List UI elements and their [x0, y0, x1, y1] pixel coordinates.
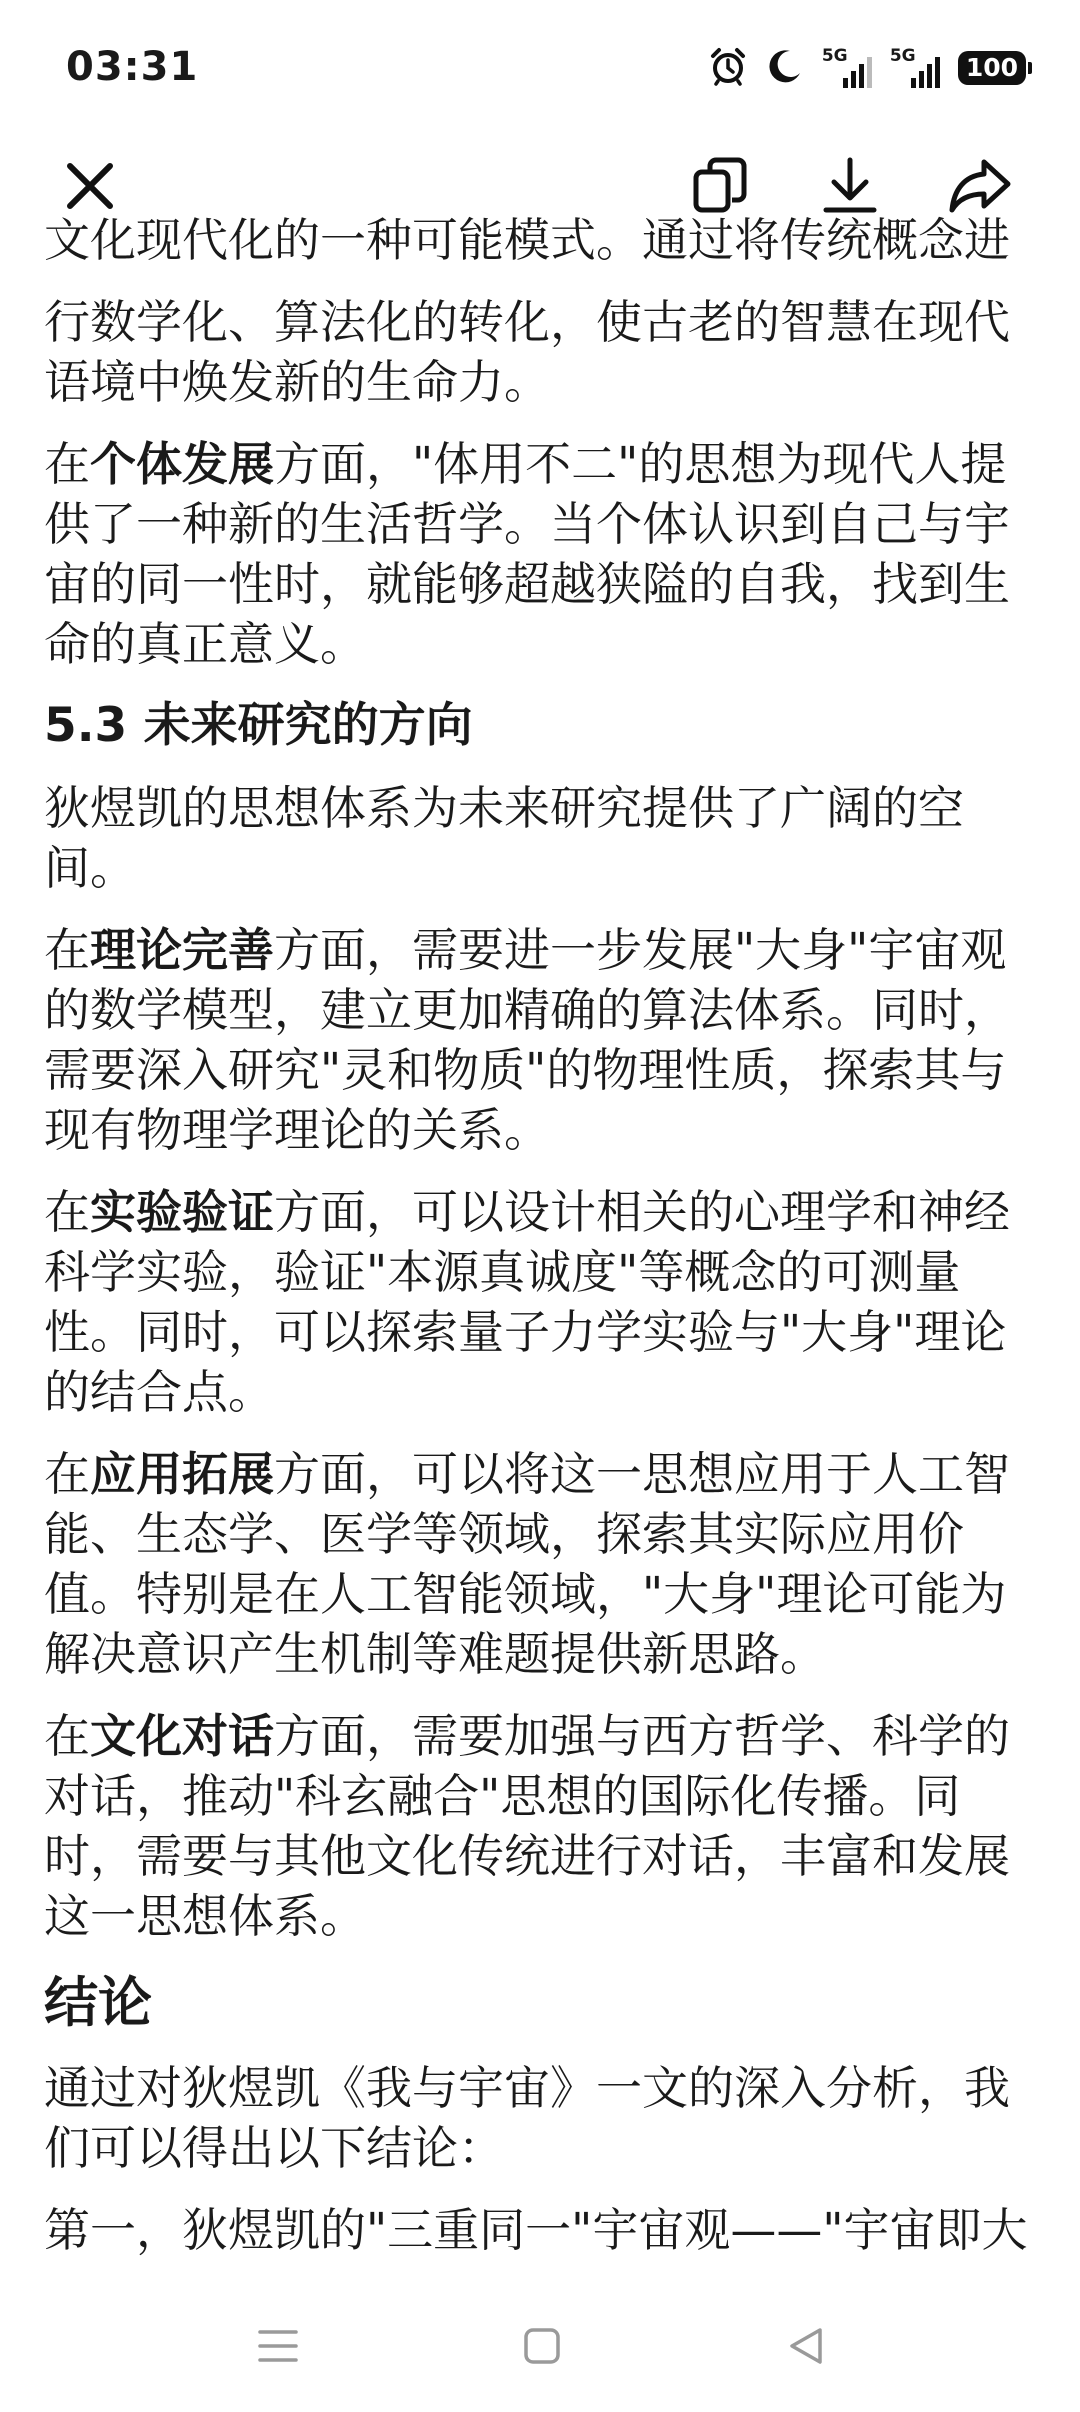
bold-keyword: 理论完善 — [90, 923, 274, 977]
home-square-icon — [522, 2326, 562, 2366]
text-span: 在 — [44, 1185, 90, 1239]
home-button[interactable] — [512, 2316, 572, 2376]
text-span: 方面，可以设计相关的心理学和神经科学实验，验证"本源真诚度"等概念的可测量性。同时，可以探索量子力学实验与"大身"理论的结合点。 — [44, 1185, 1010, 1419]
text-span: 在 — [44, 437, 90, 491]
bold-keyword: 实验验证 — [90, 1185, 274, 1239]
text-span: 在 — [44, 1447, 90, 1501]
paragraph-conclusion-intro: 通过对狄煜凯《我与宇宙》一文的深入分析，我们可以得出以下结论： — [44, 2061, 1010, 2175]
close-button[interactable] — [50, 146, 130, 226]
paragraph-experimental-verification — [44, 1182, 1044, 1422]
bold-keyword: 应用拓展 — [90, 1447, 274, 1501]
text-span: 在 — [44, 923, 90, 977]
clock: 03:31 — [66, 44, 199, 90]
text-span: 方面，需要进一步发展"大身"宇宙观的数学模型，建立更加精确的算法体系。同时，需要深入研究"灵和物质"的物理性质，探索其与现有物理学理论的关系。 — [44, 923, 1010, 1157]
paragraph-research-space: 狄煜凯的思想体系为未来研究提供了广阔的空间。 — [44, 781, 964, 895]
recent-apps-button[interactable] — [248, 2316, 308, 2376]
back-button[interactable] — [776, 2316, 836, 2376]
sim1-network-label: 5G — [821, 46, 848, 66]
section-heading-5-3: 5.3 未来研究的方向 — [44, 698, 473, 753]
paragraph-modernization: 行数学化、算法化的转化，使古老的智慧在现代语境中焕发新的生命力。 — [44, 295, 1010, 409]
do-not-disturb-moon-icon — [766, 47, 804, 89]
paragraph-cultural-dialogue — [44, 1706, 1044, 1946]
status-icons — [708, 42, 1026, 94]
bold-keyword: 文化对话 — [90, 1709, 274, 1763]
text-span: 方面，需要加强与西方哲学、科学的对话，推动"科玄融合"思想的国际化传播。同时，需要与其他文化传统进行对话，丰富和发展这一思想体系。 — [44, 1709, 1010, 1943]
menu-lines-icon — [256, 2326, 300, 2366]
back-triangle-icon — [786, 2326, 826, 2366]
copy-icon — [690, 156, 750, 216]
status-bar — [0, 0, 1080, 130]
document-content — [44, 210, 1044, 2282]
signal-sim1-icon — [822, 46, 872, 90]
paragraph-theory-improvement — [44, 920, 1044, 1160]
section-heading-conclusion: 结论 — [44, 1971, 152, 2034]
bold-keyword: 个体发展 — [90, 437, 274, 491]
system-navigation-bar — [0, 2280, 1080, 2412]
text-span: 方面，可以将这一思想应用于人工智能、生态学、医学等领域，探索其实际应用价值。特别是在人工智能领域，"大身"理论可能为解决意识产生机制等难题提供新思路。 — [44, 1447, 1010, 1681]
viewer-toolbar — [0, 130, 1080, 240]
text-span: 方面，"体用不二"的思想为现代人提供了一种新的生活哲学。当个体认识到自己与宇宙的同一性时，就能够超越狭隘的自我，找到生命的真正意义。 — [44, 437, 1010, 671]
sim2-network-label: 5G — [889, 46, 916, 66]
download-icon — [820, 156, 880, 216]
paragraph-individual-development — [44, 434, 1044, 674]
signal-sim2-icon — [890, 46, 940, 90]
battery-indicator: 100 — [958, 51, 1026, 85]
close-icon — [62, 158, 118, 214]
partial-paragraph-top: 文化现代化的一种可能模式。通过将传统概念进 — [44, 213, 1010, 267]
paragraph-application-expansion — [44, 1444, 1044, 1684]
alarm-icon — [708, 46, 748, 90]
share-button[interactable] — [940, 146, 1020, 226]
copy-button[interactable] — [680, 146, 760, 226]
text-span: 在 — [44, 1709, 90, 1763]
download-button[interactable] — [810, 146, 890, 226]
share-forward-icon — [948, 156, 1012, 216]
paragraph-conclusion-first: 第一，狄煜凯的"三重同一"宇宙观——"宇宙即大 — [44, 2203, 1028, 2257]
